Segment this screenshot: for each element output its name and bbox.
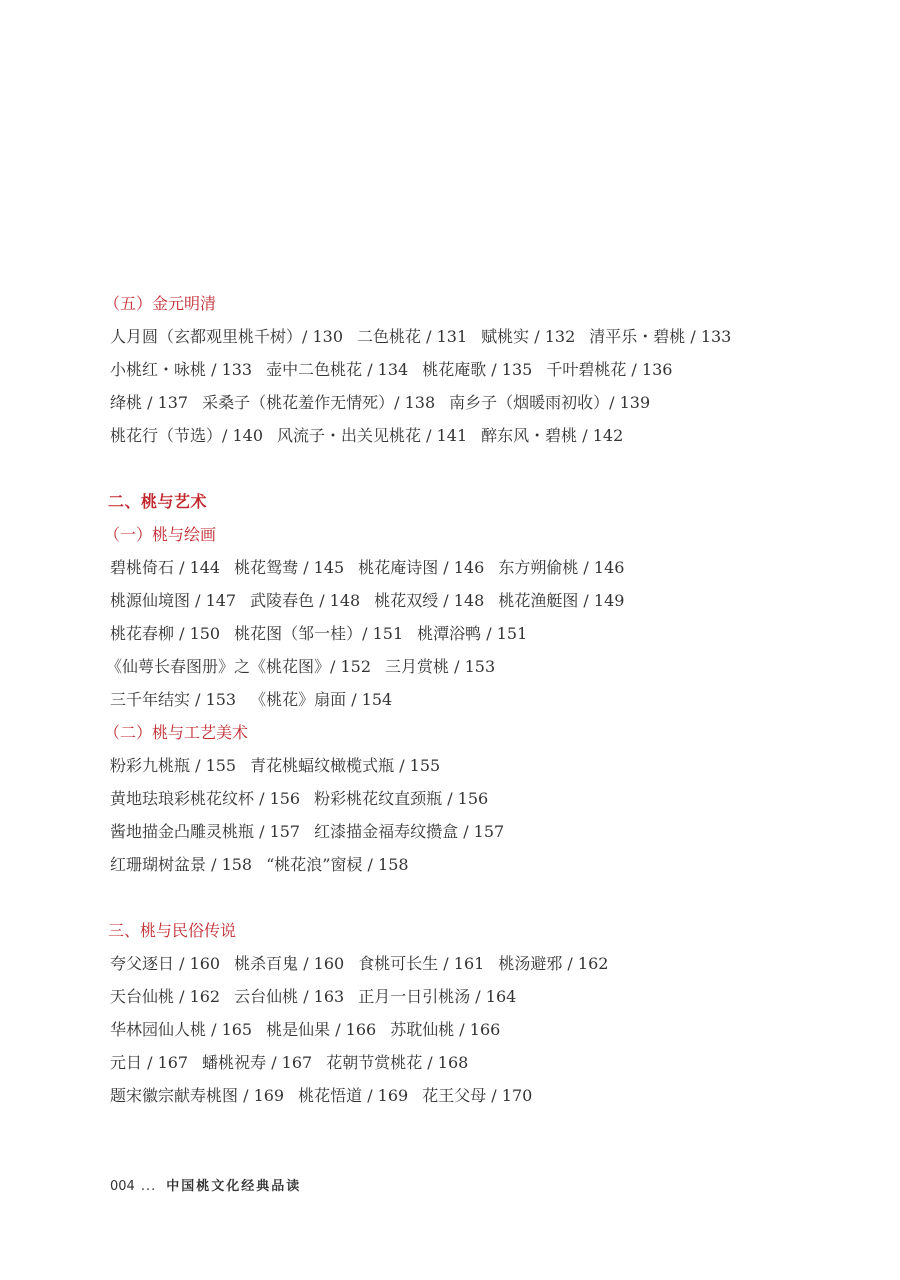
toc-entry: 赋桃实 / 132 xyxy=(481,327,576,346)
toc-entry: 花朝节赏桃花 / 168 xyxy=(326,1053,469,1072)
toc-entry: 采桑子（桃花羞作无情死）/ 138 xyxy=(202,393,436,412)
toc-entry: 红漆描金福寿纹攒盒 / 157 xyxy=(314,822,505,841)
toc-entry: 桃花庵诗图 / 146 xyxy=(358,558,485,577)
toc-entry: 苏耽仙桃 / 166 xyxy=(390,1020,501,1039)
section-heading-peach-and-crafts: （二）桃与工艺美术 xyxy=(104,723,249,742)
toc-entry: 青花桃蝠纹橄榄式瓶 / 155 xyxy=(250,756,441,775)
toc-line xyxy=(110,426,637,446)
toc-entry: 桃汤避邪 / 162 xyxy=(498,954,609,973)
toc-line xyxy=(110,360,686,380)
toc-line xyxy=(110,822,518,842)
page-number: 004 xyxy=(110,1179,135,1194)
toc-entry: 题宋徽宗献寿桃图 / 169 xyxy=(110,1086,285,1105)
toc-entry: 正月一日引桃汤 / 164 xyxy=(358,987,517,1006)
toc-entry: 桃杀百鬼 / 160 xyxy=(234,954,345,973)
toc-entry: 桃潭浴鸭 / 151 xyxy=(417,624,528,643)
toc-entry: 风流子・出关见桃花 / 141 xyxy=(277,426,468,445)
toc-entry: 夸父逐日 / 160 xyxy=(110,954,221,973)
toc-entry: 食桃可长生 / 161 xyxy=(358,954,485,973)
toc-entry: 小桃红・咏桃 / 133 xyxy=(110,360,253,379)
toc-entry: 人月圆（玄都观里桃千树）/ 130 xyxy=(110,327,344,346)
toc-entry: 桃花双绶 / 148 xyxy=(374,591,485,610)
toc-entry: 三千年结实 / 153 xyxy=(110,690,237,709)
toc-entry: 元日 / 167 xyxy=(110,1053,189,1072)
toc-line xyxy=(110,690,406,710)
toc-line xyxy=(110,1020,514,1040)
toc-entry: 桃花行（节选）/ 140 xyxy=(110,426,264,445)
toc-entry: 桃花春柳 / 150 xyxy=(110,624,221,643)
page-footer xyxy=(110,1178,301,1196)
toc-entry: 桃花悟道 / 169 xyxy=(298,1086,409,1105)
toc-line xyxy=(110,327,745,347)
toc-entry: 桃花图（邹一桂）/ 151 xyxy=(234,624,404,643)
toc-entry: 粉彩九桃瓶 / 155 xyxy=(110,756,237,775)
toc-entry: 醉东风・碧桃 / 142 xyxy=(481,426,624,445)
toc-line xyxy=(110,624,541,644)
toc-entry: 桃是仙果 / 166 xyxy=(266,1020,377,1039)
part-heading-peach-and-folklore: 三、桃与民俗传说 xyxy=(108,921,237,940)
part-heading-peach-and-art: 二、桃与艺术 xyxy=(108,492,208,511)
toc-entry: “桃花浪”窗棂 / 158 xyxy=(266,855,409,874)
toc-line xyxy=(110,1053,482,1073)
toc-line xyxy=(110,954,622,974)
toc-line xyxy=(106,657,509,677)
toc-entry: 《桃花》扇面 / 154 xyxy=(250,690,393,709)
toc-entry: 桃花鸳鸯 / 145 xyxy=(234,558,345,577)
toc-entry: 清平乐・碧桃 / 133 xyxy=(589,327,732,346)
toc-entry: 碧桃倚石 / 144 xyxy=(110,558,221,577)
toc-line xyxy=(110,1086,546,1106)
toc-entry: 武陵春色 / 148 xyxy=(250,591,361,610)
toc-entry: 千叶碧桃花 / 136 xyxy=(546,360,673,379)
toc-line xyxy=(110,393,664,413)
toc-entry: 三月赏桃 / 153 xyxy=(385,657,496,676)
toc-entry: 桃花渔艇图 / 149 xyxy=(498,591,625,610)
book-title: 中国桃文化经典品读 xyxy=(166,1179,302,1194)
toc-entry: 桃源仙境图 / 147 xyxy=(110,591,237,610)
toc-entry: 南乡子（烟暖雨初收）/ 139 xyxy=(449,393,651,412)
toc-entry: 二色桃花 / 131 xyxy=(357,327,468,346)
toc-entry: 华林园仙人桃 / 165 xyxy=(110,1020,253,1039)
toc-entry: 《仙萼长春图册》之《桃花图》/ 152 xyxy=(106,657,372,676)
section-heading-peach-and-painting: （一）桃与绘画 xyxy=(104,525,217,544)
toc-line xyxy=(110,789,502,809)
toc-line xyxy=(110,855,423,875)
toc-entry: 壶中二色桃花 / 134 xyxy=(266,360,409,379)
toc-entry: 粉彩桃花纹直颈瓶 / 156 xyxy=(314,789,489,808)
toc-entry: 黄地珐琅彩桃花纹杯 / 156 xyxy=(110,789,301,808)
toc-entry: 红珊瑚树盆景 / 158 xyxy=(110,855,253,874)
toc-entry: 花王父母 / 170 xyxy=(422,1086,533,1105)
toc-line xyxy=(110,987,530,1007)
toc-entry: 云台仙桃 / 163 xyxy=(234,987,345,1006)
toc-entry: 东方朔偷桃 / 146 xyxy=(498,558,625,577)
toc-entry: 蟠桃祝寿 / 167 xyxy=(202,1053,313,1072)
toc-entry: 桃花庵歌 / 135 xyxy=(422,360,533,379)
toc-entry: 绛桃 / 137 xyxy=(110,393,189,412)
toc-line xyxy=(110,591,638,611)
toc-line xyxy=(110,558,638,578)
toc-entry: 酱地描金凸雕灵桃瓶 / 157 xyxy=(110,822,301,841)
section-heading-jin-yuan-ming-qing: （五）金元明清 xyxy=(104,294,217,313)
footer-dots: ... xyxy=(140,1179,157,1194)
toc-line xyxy=(110,756,454,776)
toc-entry: 天台仙桃 / 162 xyxy=(110,987,221,1006)
